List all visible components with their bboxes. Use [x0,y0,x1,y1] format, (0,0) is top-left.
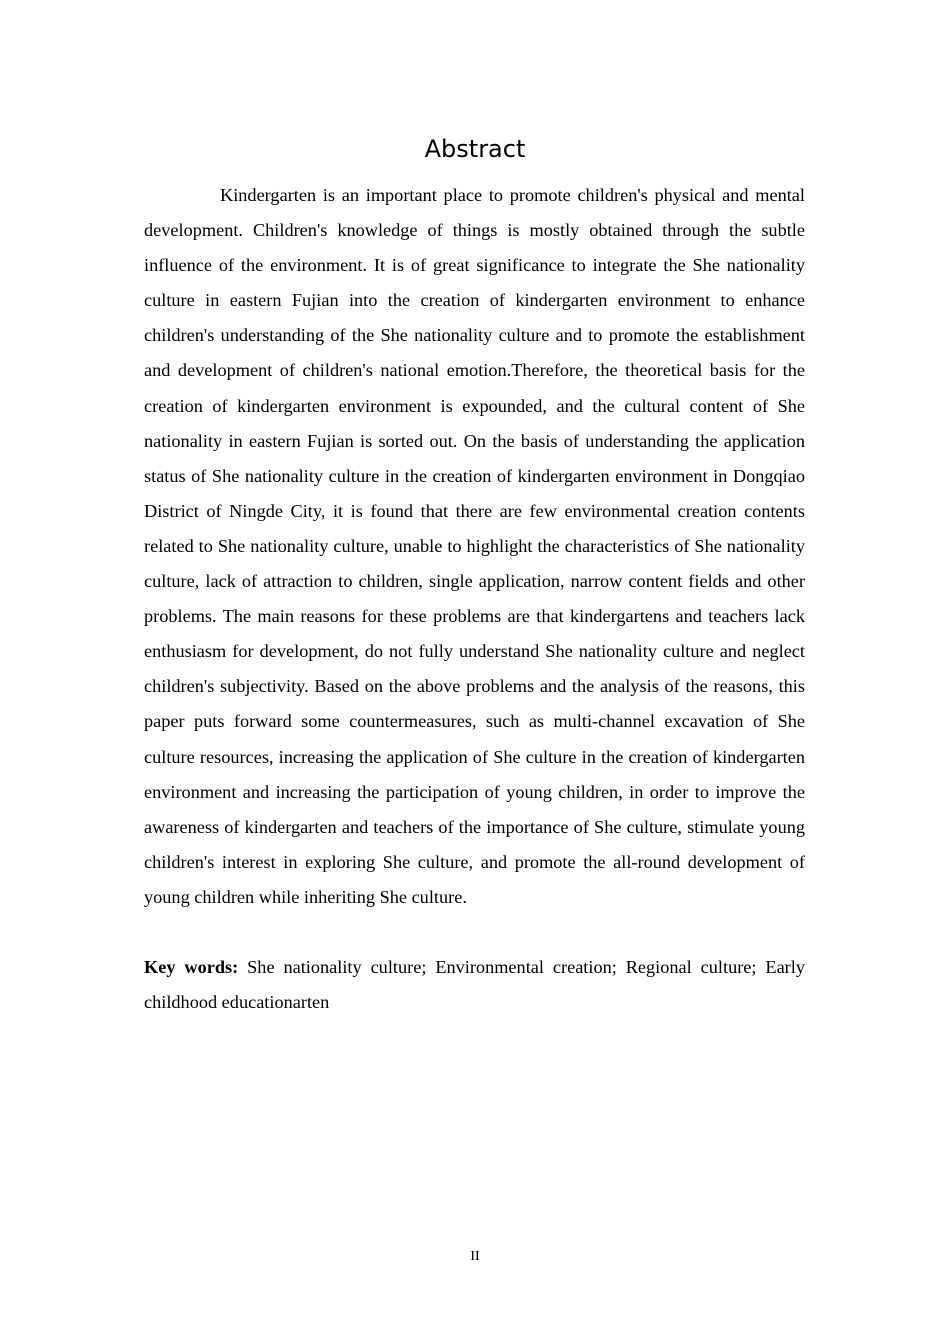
abstract-body: Kindergarten is an important place to promote children's physical and mental development. Children's knowledge of things is mostly obtained through the subtle influence of the environment. It is of great significance to integrate the She nationality culture in eastern Fujian into the creation of kindergarten environment to enhance children's understanding of the She nationality culture and to promote the establishment and development of children's national emotion.Therefore, the theoretical basis for the creation of kindergarten environment is expounded, and the cultural content of She nationality in eastern Fujian is sorted out. On the basis of understanding the application status of She nationality culture in the creation of kindergarten environment in Dongqiao District of Ningde City, it is found that there are few environmental creation contents related to She nationality culture, unable to highlight the characteristics of She nationality culture, lack of attraction to children, single application, narrow content fields and other problems. The main reasons for these problems are that kindergartens and teachers lack enthusiasm for development, do not fully understand She nationality culture and neglect children's subjectivity. Based on the above problems and the analysis of the reasons, this paper puts forward some countermeasures, such as multi-channel excavation of She culture resources, increasing the application of She culture in the creation of kindergarten environment and increasing the participation of young children, in order to improve the awareness of kindergarten and teachers of the importance of She culture, stimulate young children's interest in exploring She culture, and promote the all-round development of young children while inheriting She culture. [144,185,805,907]
keywords-label: Key words: [144,957,239,977]
page-title: Abstract [424,135,526,163]
keywords-paragraph [144,950,805,1020]
keywords-text: She nationality culture; Environmental creation; Regional culture; Early childhood educationarten [144,957,805,1013]
page-number: II [470,1249,480,1264]
